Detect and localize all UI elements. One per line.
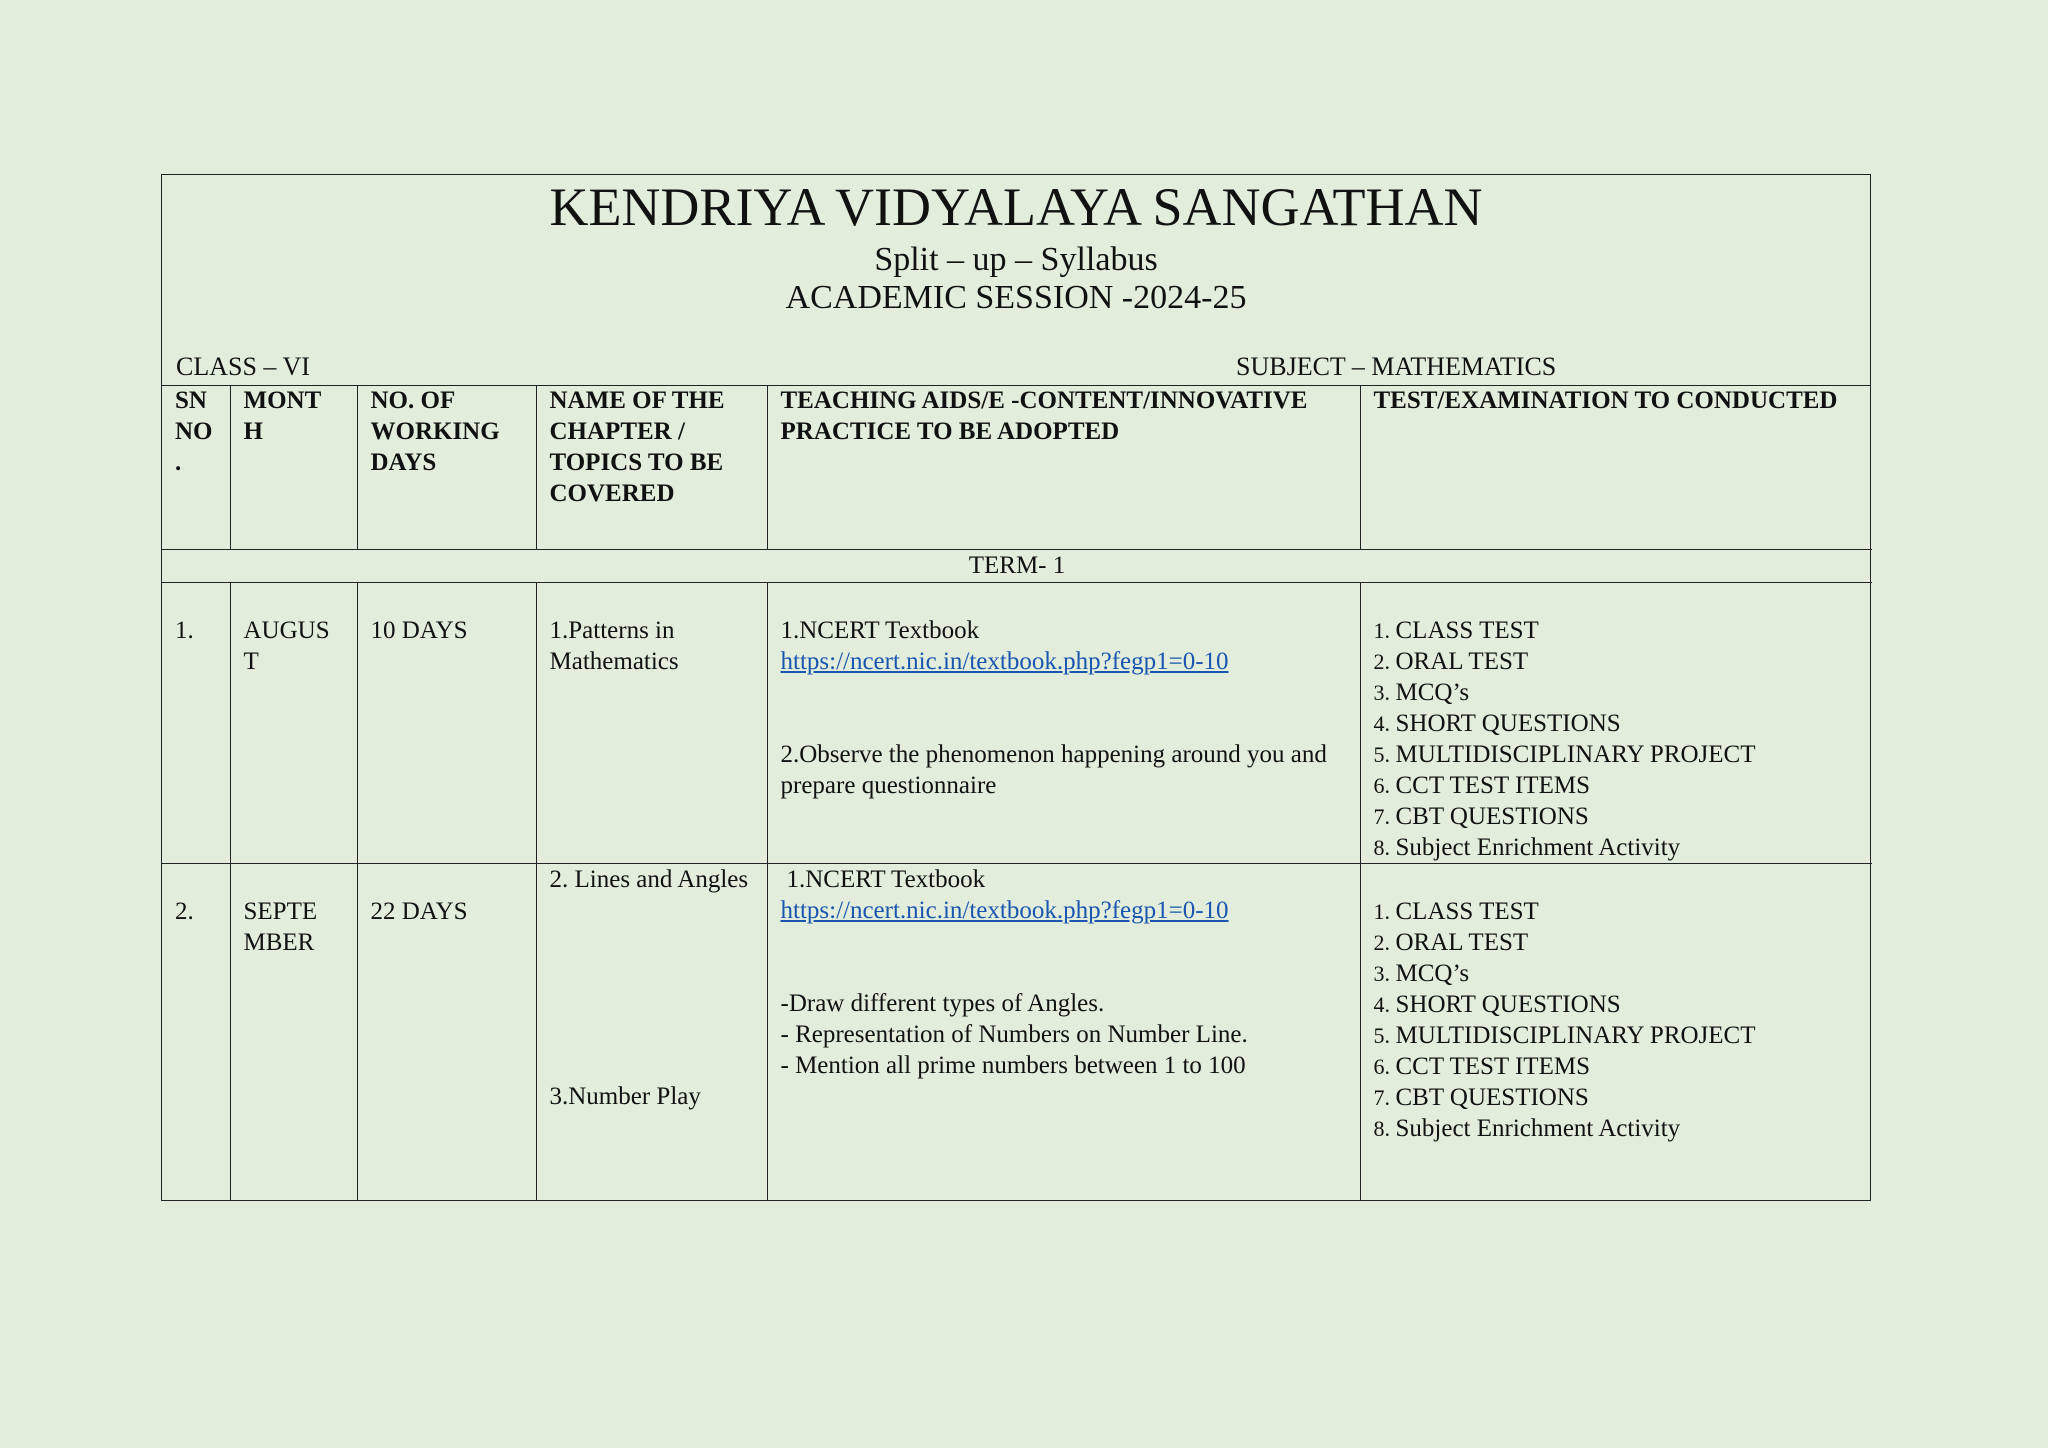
column-header-days: NO. OF WORKING DAYS bbox=[357, 385, 536, 549]
document-subtitle: Split – up – Syllabus bbox=[874, 241, 1158, 278]
activity-item: - Representation of Numbers on Number Line. bbox=[780, 1020, 1248, 1048]
cell-sn: 2. bbox=[162, 863, 230, 1200]
cell-month: AUGUS T bbox=[230, 582, 357, 863]
syllabus-document bbox=[161, 174, 1871, 1201]
cell-month: SEPTE MBER bbox=[230, 863, 357, 1200]
cell-tests bbox=[1360, 863, 1872, 1200]
tests-list bbox=[1374, 896, 1860, 1144]
document-header bbox=[162, 175, 1870, 386]
spacer bbox=[550, 895, 754, 1081]
column-header-tests: TEST/EXAMINATION TO CONDUCTED bbox=[1360, 385, 1872, 549]
list-item: 8. Subject Enrichment Activity bbox=[1396, 1113, 1860, 1144]
column-header-month: MONT H bbox=[230, 385, 357, 549]
list-item: 7. CBT QUESTIONS bbox=[1396, 801, 1860, 832]
ncert-textbook-link[interactable]: https://ncert.nic.in/textbook.php?fegp1=0-10 bbox=[780, 647, 1229, 675]
list-item: 2. ORAL TEST bbox=[1396, 927, 1860, 958]
term-label: TERM- 1 bbox=[162, 549, 1872, 582]
cell-topics bbox=[536, 582, 767, 863]
topic-item: 1.Patterns in Mathematics bbox=[549, 616, 679, 675]
activity-item: 2.Observe the phenomenon happening around you and prepare questionnaire bbox=[780, 740, 1327, 799]
tests-list bbox=[1374, 615, 1860, 863]
topic-item: 2. Lines and Angles bbox=[549, 865, 749, 893]
ncert-textbook-link[interactable]: https://ncert.nic.in/textbook.php?fegp1=0-10 bbox=[780, 896, 1229, 924]
academic-session: ACADEMIC SESSION -2024-25 bbox=[785, 279, 1247, 316]
cell-sn: 1. bbox=[162, 582, 230, 863]
cell-tests bbox=[1360, 582, 1872, 863]
column-header-chapter: NAME OF THE CHAPTER / TOPICS TO BE COVERED bbox=[536, 385, 767, 549]
list-item: 2. ORAL TEST bbox=[1396, 646, 1860, 677]
syllabus-table bbox=[162, 385, 1872, 1200]
subject-label: SUBJECT – MATHEMATICS bbox=[1236, 352, 1557, 381]
spacer bbox=[781, 677, 1347, 739]
term-row bbox=[162, 549, 1872, 582]
list-item: 6. CCT TEST ITEMS bbox=[1396, 1051, 1860, 1082]
table-row bbox=[162, 582, 1872, 863]
list-item: 5. MULTIDISCIPLINARY PROJECT bbox=[1396, 1020, 1860, 1051]
activity-item: -Draw different types of Angles. bbox=[780, 989, 1105, 1017]
list-item: 3. MCQ’s bbox=[1396, 677, 1860, 708]
cell-teaching-aids bbox=[767, 582, 1360, 863]
list-item: 4. SHORT QUESTIONS bbox=[1396, 708, 1860, 739]
list-item: 7. CBT QUESTIONS bbox=[1396, 1082, 1860, 1113]
list-item: 1. CLASS TEST bbox=[1396, 615, 1860, 646]
list-item: 3. MCQ’s bbox=[1396, 958, 1860, 989]
list-item: 4. SHORT QUESTIONS bbox=[1396, 989, 1860, 1020]
table-header-row bbox=[162, 385, 1872, 549]
column-header-teaching-aids: TEACHING AIDS/E -CONTENT/INNOVATIVE PRACTICE TO BE ADOPTED bbox=[767, 385, 1360, 549]
activity-item: - Mention all prime numbers between 1 to 100 bbox=[780, 1051, 1246, 1079]
cell-days: 22 DAYS bbox=[357, 863, 536, 1200]
column-header-sn: SN NO . bbox=[162, 385, 230, 549]
topic-item: 3.Number Play bbox=[549, 1082, 701, 1110]
cell-teaching-aids bbox=[767, 863, 1360, 1200]
list-item: 5. MULTIDISCIPLINARY PROJECT bbox=[1396, 739, 1860, 770]
cell-days: 10 DAYS bbox=[357, 582, 536, 863]
list-item: 8. Subject Enrichment Activity bbox=[1396, 832, 1860, 863]
spacer bbox=[781, 926, 1347, 988]
organization-title: KENDRIYA VIDYALAYA SANGATHAN bbox=[549, 177, 1483, 237]
class-label: CLASS – VI bbox=[176, 352, 310, 381]
list-item: 6. CCT TEST ITEMS bbox=[1396, 770, 1860, 801]
table-row bbox=[162, 863, 1872, 1200]
list-item: 1. CLASS TEST bbox=[1396, 896, 1860, 927]
textbook-label: 1.NCERT Textbook bbox=[786, 865, 986, 893]
cell-topics bbox=[536, 863, 767, 1200]
textbook-label: 1.NCERT Textbook bbox=[780, 616, 980, 644]
